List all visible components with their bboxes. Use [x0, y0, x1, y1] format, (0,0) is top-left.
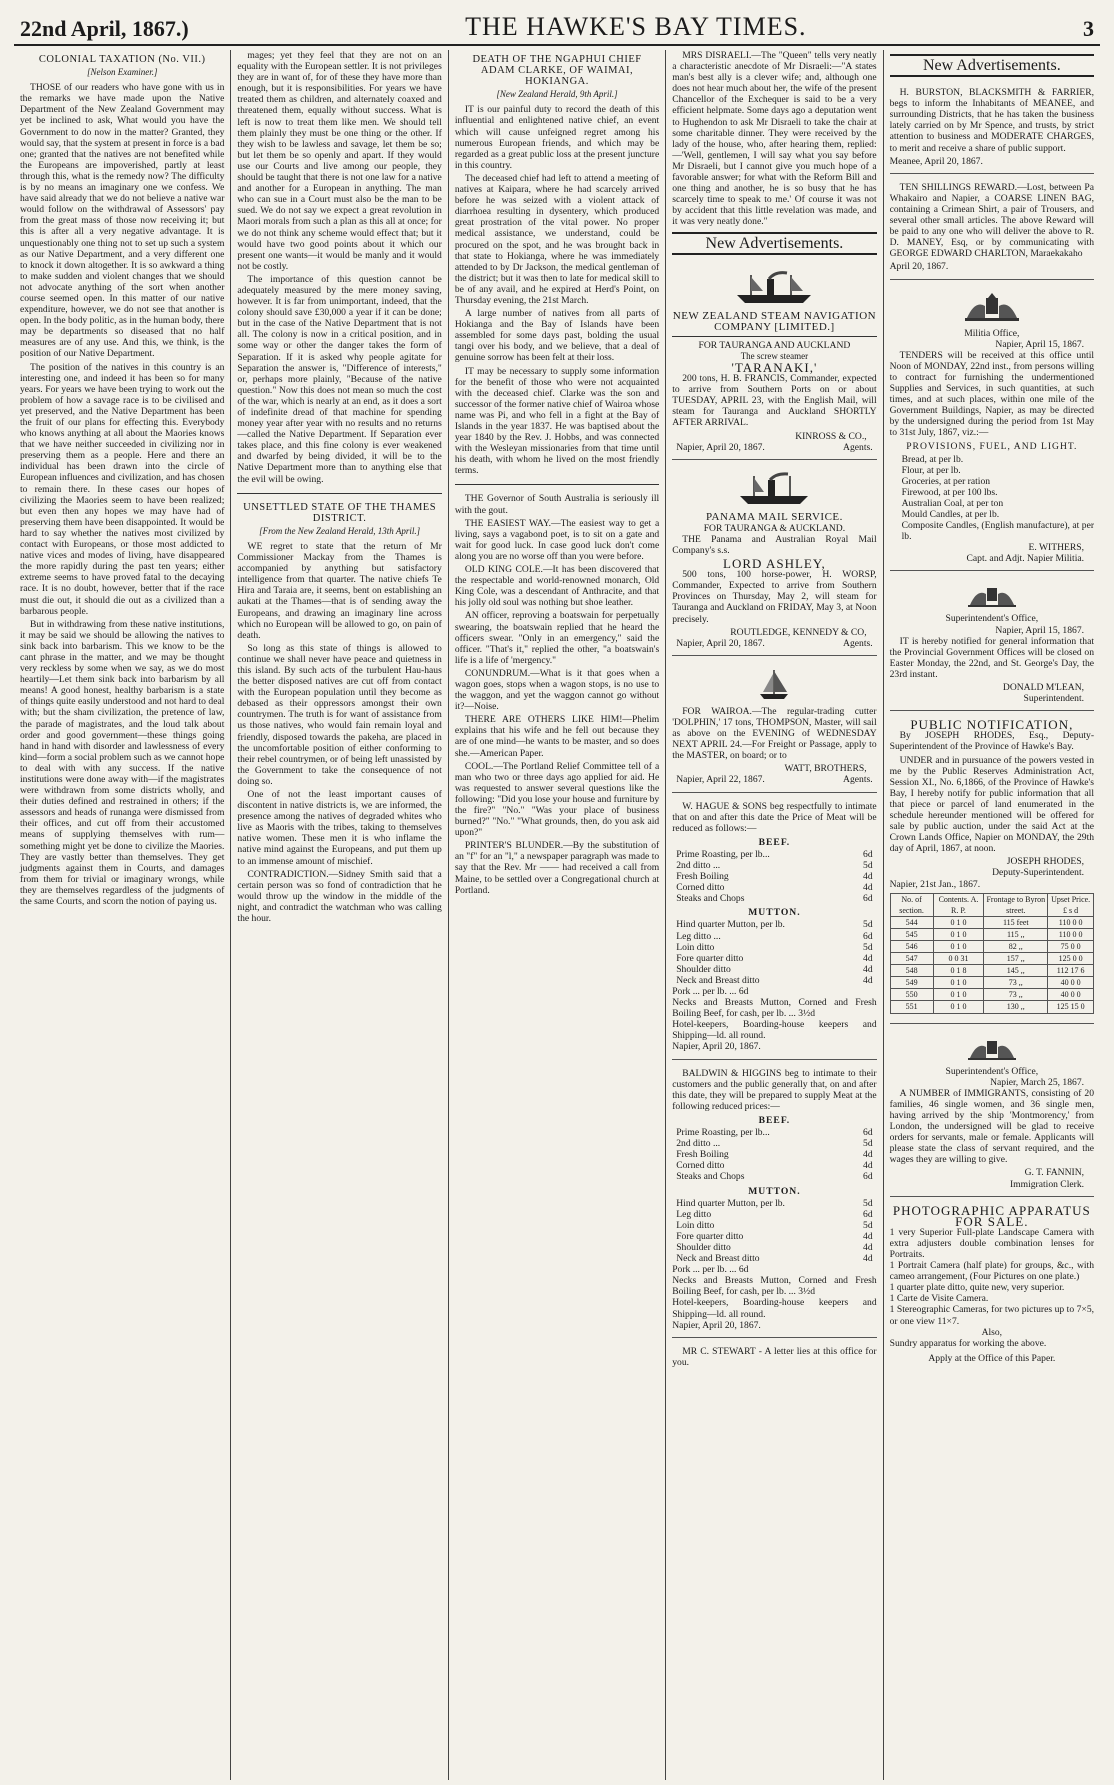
- paragraph: The position of the natives in this country is an interesting one, and indeed it has been so for many years. For years we have been trying to work out the problem of how a savage race is to be civilised and yet preserved, and the Native Department has been the fruit of our plans for effecting this. Everybody who knows anything at all about the Maories knows that we have neither succeeded in civilizing nor in preserving them as a people. Here and there an individual has been drawn into the circle of European influences and civilization, and has chosen to remain there. In these cases our hopes of civilizing the Maories seem to have been realized; but even then any hopes we may have had of preserving them have been disappointed. It would be hard to say whether the natives most civilized by contact with Europeans, or those most addicted to native vices and modes of living, have disappeared the more rapidly during the past ten years; either extreme seems to have proved fatal to the decaying race. It is no doubt, however, better that if the race must die out, it should die out as a civilized than a barbarous people.: [20, 361, 225, 617]
- list-item: 1 very Superior Full-plate Landscape Camera with extra adjusters double combination lenses for Portraits.: [889, 1226, 1095, 1260]
- article-heading: COLONIAL TAXATION (No. VII.): [38, 54, 206, 65]
- article-heading: DEATH OF THE NGAPHUI CHIEF ADAM CLARKE, OF WAIMAI, HOKIANGA.: [472, 54, 642, 88]
- ad-body: UNDER and in pursuance of the powers vested in me by the Public Reserves Administration Act, Session XI., No. 6,1866, of the Province of Hawke's Bay, I hereby notify for public information that all that piece or parcel of land enumerated in the schedule hereunder mentioned will be offered for sale by public auction, under the said Act at the Crown Lands Office, Napier on MONDAY, the 29th day of April, 1867, at noon.: [889, 754, 1095, 855]
- ad-place-date: Napier, 21st Jan., 1867.: [889, 878, 981, 890]
- ad-place-date: Napier, April 20, 1867.: [676, 441, 765, 453]
- divider: [237, 493, 441, 494]
- price-list-heading: BEEF.: [758, 1114, 791, 1126]
- table-row: 544 0 1 0 115 feet 110 0 0: [890, 916, 1093, 928]
- short-item: THE Governor of South Australia is seriously ill with the gout.: [454, 493, 660, 516]
- divider: [672, 336, 876, 337]
- tender-item: Australian Coal, at per ton: [901, 497, 1004, 509]
- paragraph: So long as this state of things is allowed to continue we shall never have peace and quietness in this island. By such acts of the turbulent Hau-haus the better disposed natives are cut off from contact with the European population until they become as debased as their oppressors amongst their own countrymen. The truth is for want of assistance from us those natives, who would fain remain loyal and friendly, disposed towards the pakeha, are placed in the uncomfortable position of either conforming to their rebel countrymen, or of being left unassisted by the Government to take the consequence of not doing so.: [237, 642, 442, 787]
- article-source: [From the New Zealand Herald, 13th April.]: [259, 525, 421, 536]
- short-item: THERE ARE OTHERS LIKE HIM!—Phelim explains that his wife and he fell out because they are of one mind—he wants to be master, and so does she.—American Paper.: [454, 714, 660, 759]
- price-row: Loin ditto 5d: [676, 1219, 873, 1231]
- price-list-heading: BEEF.: [758, 836, 791, 848]
- table-header-row: No. of section. Contents. A. R. P. Frontage to Byron street. Upset Price. £ s d: [890, 893, 1093, 916]
- ad-title: PANAMA MAIL SERVICE.: [705, 510, 843, 523]
- table-row: 547 0 0 31 157 ,, 125 0 0: [890, 953, 1093, 965]
- price-row: Leg ditto 6d: [676, 1208, 873, 1220]
- ad-baldwin-meat: [672, 1064, 876, 1338]
- steamship-icon: [734, 472, 814, 508]
- price-row: Fresh Boiling 4d: [676, 1149, 873, 1161]
- agents-label: Agents.: [843, 774, 873, 786]
- ship-name: LORD ASHLEY,: [723, 556, 826, 572]
- price-row: Fresh Boiling 4d: [676, 871, 873, 883]
- ad-place-date: Napier, April 15, 1867.: [995, 624, 1085, 636]
- sections-table: [890, 893, 1094, 1014]
- ad-body: MR C. STEWART - A letter lies at this office for you.: [672, 1345, 877, 1368]
- hotel-note: Hotel-keepers, Boarding-house keepers and Shipping—ld. all round.: [672, 1297, 877, 1320]
- hotel-note: Hotel-keepers, Boarding-house keepers and Shipping—ld. all round.: [672, 1019, 877, 1042]
- ad-body: TENDERS will be received at this office until Noon of MONDAY, 22nd inst., from persons willing to contract for furnishing the undermentioned Supplies and Services, in such quantities, at such times, and at such places, within one mile of the Government Buildings, Napier, as may be directed by the undersigned during the period from 1st May to 31st July, 1867, viz.:—: [889, 349, 1095, 439]
- price-row: Neck and Breast ditto 4d: [676, 1253, 873, 1265]
- column-4: [666, 50, 883, 1780]
- price-row: 2nd ditto ... 5d: [676, 1138, 873, 1150]
- signer-name: JOSEPH RHODES,: [1006, 856, 1085, 868]
- tender-item: Flour, at per lb.: [901, 464, 961, 476]
- ad-body: 500 tons, 100 horse-power, H. WORSP, Commander, Expected to arrive from Southern Provinces on Thursday, May 2, will steam for Tauranga and Auckland on FRIDAY, May 3, at Noon precisely.: [672, 569, 877, 625]
- office-name: Militia Office,: [964, 327, 1020, 339]
- price-row: Fore quarter ditto 4d: [676, 1230, 873, 1242]
- necks-price: Necks and Breasts Mutton, Corned and Fresh Boiling Beef, for cash, per lb. ... 3½d: [672, 997, 877, 1020]
- ad-photographic: [890, 1201, 1094, 1370]
- ad-intro: W. HAGUE & SONS beg respectfully to intimate that on and after this date the Price of Meat will be reduced as follows:—: [672, 800, 877, 834]
- table-row: 548 0 1 8 145 ,, 112 17 6: [890, 965, 1093, 977]
- price-row: Steaks and Chops 6d: [676, 893, 873, 905]
- list-item: 1 Stereographic Cameras, for two pictures up to 7×5, or one view 11×7.: [889, 1304, 1095, 1327]
- price-row: Corned ditto 4d: [676, 1160, 873, 1172]
- ad-body: H. BURSTON, BLACKSMITH & FARRIER, begs to inform the Inhabitants of MEANEE, and surrounding Districts, that he has taken the business lately carried on by Mr Spence, and trusts, by strict attention to business and MODERATE CHARGES, to merit and receive a share of public support.: [889, 87, 1095, 154]
- ad-body: 200 tons, H. B. FRANCIS, Commander, expected to arrive from Southern Ports on or about TUESDAY, APRIL 23, with the English Mail, will steam for Tauranga and Auckland SHORTLY AFTER ARRIVAL.: [672, 373, 877, 429]
- short-item: THE EASIEST WAY.—The easiest way to get a living, says a vagabond poet, is to sit on a gate and wait for good luck. In case good luck don't come along you are no worse off than you were before.: [454, 517, 660, 562]
- ad-easter-closure: [890, 575, 1094, 711]
- ad-panama-mail: [672, 464, 876, 656]
- paragraph: But in withdrawing from these native institutions, it may be said we should be allowing the natives to sink back into barbarism. This we know to be the cant phrase in the matter, and we may be thought very reckless by some when we say, as we do most heartily—Let them sink back into barbarism by all means! A good honest, healthy barbarism is a state of things quite easily understood and not hard to deal with; but the sham civilization, the pretence of law, the parade of magistrates, and the loud talk about order and good government—these things going hand in hand with disorder and lawlessness of every kind—form a social problem such as we cannot hope to deal with with any success. If the native institutions were done away with—if the magistrates were withdrawn from some districts wholly, and their duties defined and restrained in others; if the assessors and heads of runanga were dismissed from their offices, and cut off from their accustomed means of supplying themselves with rum—something might yet be done to civilize the Maories. They are vastly better than themselves. They get judgments against them in Courts, and damages from them for trivial or imaginary wrongs, while they are themselves regardless of the judgments of the same Courts, and scorn the notion of paying us.: [20, 618, 225, 908]
- ad-intro: The screw steamer: [740, 350, 809, 361]
- ad-intro: BALDWIN & HIGGINS beg to intimate to their customers and the public generally that, on and after this date, they will be prepared to supply Meat at the following reduced prices:—: [672, 1067, 877, 1112]
- pork-price: Pork ... per lb. ... 6d: [672, 986, 749, 997]
- ad-militia-tenders: [890, 284, 1094, 572]
- ad-intro: THE Panama and Australian Royal Mail Company's s.s.: [672, 533, 877, 556]
- paragraph: CONTRADICTION.—Sidney Smith said that a certain person was so fond of contradiction that he would throw up the window in the middle of the night, and contradict the watchman who was calling the hour.: [237, 868, 442, 925]
- price-row: Shoulder ditto 4d: [676, 1241, 873, 1253]
- ad-byline: By JOSEPH RHODES, Esq., Deputy-Superintendent of the Province of Hawke's Bay.: [889, 730, 1095, 753]
- agents-label: Agents.: [843, 441, 873, 453]
- paragraph: MRS DISRAELI.—The "Queen" tells very neatly a characteristic anecdote of Mr Disraeli:—"A states man's best ally is a clever wife; and, although one does not hear much about her, the wife of the present Chancellor of the Exchequer is said to be a very efficient helpmate. Some days ago a deputation went to Hughendon to ask Mr Disraeli to take the chair at some charitable dinner. They were received by the lady of the house, who, after hearing them, replied:—'Well, gentlemen, I will say what you say before Mr Disraeli, but I cannot give you much hope of a favorable answer; for what with the Reform Bill and one thing and another, he is so busy that he has scarcely time to speak to me.' Of course it was not by accident that this little revelation was made, and it was very neatly done.": [672, 50, 877, 228]
- ad-wairoa-cutter: [672, 660, 876, 793]
- paragraph: The importance of this question cannot be adequately measured by the mere money saving, however. It is far from unimportant, indeed, that the colony should save £30,000 a year if it can be done; but in the case of the Native Department that is not all. The colony is now in a critical position, and in some way or other the danger takes the form of Separation. If it is asked why people agitate for Separation the answer is, "Difference of interests," or, perhaps more plainly, "Because of the native question." Now this does not mean so much the cost of the war, which is nearly at an end, as it does a sort of indefinite dread of that machine for spending money year after year with no results and no returns—called the Native Department. If Separation ever takes place, and this fine colony is ever weakened and dwarfed by being divided, it will be to the Native Department more than to anything else that the evil will be owing.: [237, 273, 442, 485]
- table-row: 545 0 1 0 115 ,, 110 0 0: [890, 928, 1093, 940]
- section-title: New Advertisements.: [672, 232, 876, 255]
- ad-place-date: Napier, April 15, 1867.: [995, 338, 1085, 350]
- tender-item: Composite Candles, (English manufacture), at per lb.: [901, 520, 1095, 543]
- page-number: 3: [1082, 16, 1094, 41]
- article-heading: UNSETTLED STATE OF THE THAMES DISTRICT.: [243, 501, 437, 524]
- signer-name: G. T. FANNIN,: [1024, 1167, 1085, 1179]
- ad-reward: [890, 178, 1094, 280]
- sundry-note: Sundry apparatus for working the above.: [889, 1337, 1047, 1349]
- office-name: Superintendent's Office,: [945, 1065, 1039, 1077]
- table-row: 550 0 1 0 73 ,, 40 0 0: [890, 989, 1093, 1001]
- price-row: Prime Roasting, per lb... 6d: [676, 848, 873, 860]
- column-2: [231, 50, 448, 1780]
- steamship-icon: [729, 269, 819, 307]
- list-item: 1 quarter plate ditto, quite new, very superior.: [889, 1282, 1065, 1294]
- ad-footer: [672, 442, 876, 453]
- ad-place-date: Napier, April 20, 1867.: [672, 1319, 761, 1331]
- column-1: [14, 50, 231, 1780]
- ad-agent: KINROSS & CO.,: [795, 430, 867, 442]
- sailboat-icon: [754, 668, 794, 702]
- signer-title: Capt. and Adjt. Napier Militia.: [966, 553, 1085, 565]
- list-item: 1 Portrait Camera (half plate) for groups, &c., with cameo arrangement, (Four Pictures on one plate.): [889, 1260, 1095, 1283]
- price-row: Shoulder ditto 4d: [676, 963, 873, 975]
- ad-title: NEW ZEALAND STEAM NAVIGATION COMPANY [LIMITED.]: [672, 309, 877, 333]
- column-3: [449, 50, 666, 1780]
- ship-name: 'TARANAKI,': [731, 359, 818, 375]
- table-row: 546 0 1 0 82 ,, 75 0 0: [890, 941, 1093, 953]
- office-name: Superintendent's Office,: [945, 613, 1039, 625]
- ad-place-date: Napier, March 25, 1867.: [990, 1076, 1085, 1088]
- table-row: 551 0 1 0 130 ,, 125 15 0: [890, 1001, 1093, 1013]
- article-source: [Nelson Examiner.]: [86, 67, 158, 78]
- price-row: Leg ditto ... 6d: [676, 930, 873, 942]
- ad-letter-notice: [672, 1342, 876, 1376]
- pork-price: Pork ... per lb. ... 6d: [672, 1264, 749, 1276]
- ad-body: TEN SHILLINGS REWARD.—Lost, between Pa Whakairo and Napier, a COARSE LINEN BAG, containing a Crimean Shirt, a pair of Trousers, and several other small articles. The above Reward will be paid to any one who will deliver the above to R. D. MANEY, Esq, or by communicating with GEORGE EDWARD CHARLTON, Maraekakaho: [889, 181, 1095, 260]
- masthead: [14, 8, 1100, 46]
- price-row: Loin ditto 5d: [676, 941, 873, 953]
- ad-title: PHOTOGRAPHIC APPARATUS FOR SALE.: [892, 1202, 1091, 1229]
- signer-title: Immigration Clerk.: [1009, 1178, 1085, 1190]
- signer-title: Superintendent.: [1023, 693, 1085, 705]
- ad-agent: WATT, BROTHERS,: [784, 763, 867, 775]
- paragraph: A large number of natives from all parts of Hokianga and the Bay of Islands have been assembled for some days past, bolding the usual tangi over his body, and we believe, that a deal of genuine sorrow has been felt at their loss.: [454, 308, 660, 364]
- tender-item: Mould Candles, at per lb.: [901, 509, 1000, 520]
- signer-title: Deputy-Superintendent.: [992, 867, 1085, 879]
- necks-price: Necks and Breasts Mutton, Corned and Fresh Boiling Beef, for cash, per lb. ... 3½d: [672, 1275, 877, 1298]
- price-list-heading: MUTTON.: [748, 907, 801, 919]
- ad-steam-navigation: [672, 261, 876, 460]
- section-title: New Advertisements.: [890, 54, 1094, 77]
- signer-name: DONALD M'LEAN,: [1002, 682, 1085, 694]
- price-row: Prime Roasting, per lb... 6d: [676, 1127, 873, 1139]
- price-row: Neck and Breast ditto 4d: [676, 974, 873, 986]
- paragraph: The deceased chief had left to attend a meeting of natives at Kaipara, where he had scarcely arrived before he was seized with a violent attack of diarrhoea resulting in dysentery, which produced great prostration of the vital power. No proper medical assistance, we understand, could be procured on the spot, and he was brought back in that state to Hokianga, where he was immediately attended to by Dr Jackson, the medical gentleman of the district; but it was then to late for medical skill to be of any avail, and he expired at Herd's Point, on Thursday evening, the 21st March.: [454, 172, 660, 306]
- apply-note: Apply at the Office of this Paper.: [928, 1352, 1056, 1364]
- table-row: 549 0 1 0 73 ,, 40 0 0: [890, 977, 1093, 989]
- price-row: 2nd ditto ... 5d: [676, 859, 873, 871]
- short-item: OLD KING COLE.—It has been discovered that the respectable and world-renowned monarch, Old King Cole, was a descendant of Anthracite, and that his jolly old soul was nothing but shoe leather.: [454, 564, 660, 609]
- paragraph: WE regret to state that the return of Mr Commissioner Mackay from the Thames is accompanied by anything but satisfactory intelligence from that quarter. The native chiefs Te Hira and Taraia are, it seems, bent on establishing an aukati at the Thames—that is of sending away the Europeans, and drawing an imaginary line across which no European will be allowed to go, on pain of death.: [237, 540, 442, 641]
- short-item: AN officer, reproving a boatswain for perpetually swearing, the boatswain replied that he heard the officers swear. "Only in an emergency," said the officer. "That's it," replied the other, "a boatswain's life is a life of 'mergency.": [454, 610, 660, 666]
- ad-blacksmith: [890, 83, 1094, 174]
- short-item: CONUNDRUM.—What is it that goes when a wagon goes, stops when a wagon stops, is no use to the waggon, and yet the waggon cannot go without it?—Noise.: [454, 667, 660, 713]
- ad-route: FOR TAURANGA & AUCKLAND.: [703, 522, 846, 534]
- column-5: [884, 50, 1100, 1780]
- ad-immigrants: [890, 1028, 1094, 1197]
- ad-place-date: April 20, 1867.: [889, 261, 949, 273]
- short-item: PRINTER'S BLUNDER.—By the substitution of an "f" for an "l," a newspaper paragraph was made to say that the Rev. Mr —— had received a call from Maine, to be settled over a Congregational church at Portland.: [454, 840, 660, 896]
- ad-body: A NUMBER of IMMIGRANTS, consisting of 20 families, 46 single women, and 36 single men, having arrived by the ship 'Montmorency,' from London, the undersigned will be glad to receive orders for servants, male or female. Applicants will please state the class of servant required, and the wages they are willing to give.: [889, 1087, 1095, 1166]
- paragraph: One of not the least important causes of discontent in native districts is, we are informed, the presence among the natives of degraded whites who live as Maoris with the tribes, taking to themselves native women. These men it is who inflame the native mind against the Europeans, and put them up to an immense amount of mischief.: [237, 789, 442, 867]
- article-source: [New Zealand Herald, 9th April.]: [496, 89, 618, 100]
- price-row: Corned ditto 4d: [676, 882, 873, 894]
- royal-coat-of-arms-icon: [962, 1036, 1022, 1062]
- also-label: Also,: [981, 1326, 1003, 1338]
- tender-item: Bread, at per lb.: [901, 453, 964, 465]
- ad-place-date: Napier, April 22, 1867.: [676, 774, 765, 786]
- divider: [455, 484, 659, 485]
- royal-coat-of-arms-icon: [957, 292, 1027, 324]
- price-row: Hind quarter Mutton, per lb. 5d: [676, 919, 873, 931]
- signer-name: E. WITHERS,: [1028, 542, 1085, 554]
- tender-item: Groceries, at per ration: [901, 475, 991, 487]
- tender-heading: PROVISIONS, FUEL, AND LIGHT.: [906, 441, 1078, 453]
- agents-label: Agents.: [843, 637, 873, 649]
- newspaper-title: THE HAWKE'S BAY TIMES.: [465, 12, 807, 41]
- paragraph: IT may be necessary to supply some information for the benefit of those who were not acquainted with the deceased chief. Clarke was the son and successor of the former native chief of Wairoa whose name was Pi, and who fell in a fight at the Bay of Islands in the year 1837. He was baptised about the year 1840 by the Rev. J. Hobbs, and was connected with the Wesleyan missionaries from that time until his death, with whom he lived on the most friendly terms.: [454, 365, 660, 477]
- issue-date: 22nd April, 1867.): [20, 16, 189, 41]
- ad-body: FOR WAIROA.—The regular-trading cutter 'DOLPHIN,' 17 tons, THOMPSON, Master, will sail as above on the EVENING of WEDNESDAY NEXT APRIL 24.—For Freight or Passage, apply to the MASTER, on board; or to: [672, 705, 877, 762]
- price-list-heading: MUTTON.: [748, 1185, 801, 1197]
- ad-body: IT is hereby notified for general information that the Provincial Government Offices will be closed on Easter Monday, the 22nd, and St. George's Day, the 23rd instant.: [889, 635, 1095, 680]
- royal-coat-of-arms-icon: [962, 583, 1022, 609]
- tender-item: Firewood, at per 100 lbs.: [901, 486, 998, 498]
- ad-footer: [672, 774, 876, 785]
- price-row: Fore quarter ditto 4d: [676, 952, 873, 964]
- ad-footer: [672, 638, 876, 649]
- ad-public-notification: [890, 715, 1094, 1023]
- short-item: COOL.—The Portland Relief Committee tell of a man who two or three days ago applied for aid. He was requested to answer several questions like the following: "Did you lose your house and furniture by the fire?" "No." "Was your place of business burned?" "No." "What grounds, then, do you ask aid upon?": [454, 760, 660, 839]
- columns: [14, 50, 1100, 1780]
- ad-place-date: Napier, April 20, 1867.: [672, 1041, 761, 1053]
- list-item: 1 Carte de Visite Camera.: [889, 1293, 989, 1305]
- ad-place-date: Napier, April 20, 1867.: [676, 637, 765, 649]
- ad-place-date: Meanee, April 20, 1867.: [889, 155, 983, 167]
- paragraph: THOSE of our readers who have gone with us in the remarks we have made upon the Native Department of the New Zealand Government may yet be inclined to ask, What would you have the Government to do now in the matter? Granted, they would say, that the system at present in force is a bad one; granted that the natives are not benefited while the Europeans are impoverished, partly at least through this, what is the remedy now? The difficulty is by no means an imaginary one we confess. We have said already that we do not believe a native war would follow on the withdrawal of Assessors' pay from the great mass of those now receiving it; but this is after all a very negative advantage. It is unquestionably one thing not to set up such a system as our Native Department, and a very different one to knock it down altogether. It is so awkward a thing to make sudden and violent changes that we should not advocate anything of the sort when another course seemed open. In this matter of our native expenditure, however, we do not see that another is open. In the body politic, as in the human body, there may be departments so diseased that no half measures are of any use. And this, we think, is the position of our Native Department.: [20, 82, 225, 360]
- ad-route: FOR TAURANGA AND AUCKLAND: [698, 339, 851, 351]
- paragraph: mages; yet they feel that they are not on an equality with the European settler. It is not privileges they are in want of, for of these they have more than enough, but it is responsibilities. For years we have treated them as children, and alternately coaxed and threatened them, equally without success. What is left is now to treat them like men. We should tell them plainly they must be one thing or the other. If they wish to be lawless and savage, let them be so; but let them be so openly and apart. If they would use our Courts and live among our people, they should be taught that there is not one law for a native and another for a European in anything. The man who can sue in a Court must also be the man to be sued. We do not say we expect a great revolution in Maori morals from such a plan as this all at once; for we do not think any scheme would effect that; but it would have two good points about it which our present one wants—it would be manly and it would not be costly.: [237, 50, 442, 272]
- ad-title: PUBLIC NOTIFICATION,: [910, 717, 1074, 733]
- ad-agent: ROUTLEDGE, KENNEDY & CO,: [730, 626, 867, 638]
- ad-hague-meat: [672, 797, 876, 1060]
- paragraph: IT is our painful duty to record the death of this influential and enlightened native chief, an event which will cause unfeigned regret among his numerous European friends, and which may be regarded as a great public loss at the present juncture in this country.: [454, 104, 660, 171]
- price-row: Hind quarter Mutton, per lb. 5d: [676, 1197, 873, 1209]
- price-row: Steaks and Chops 6d: [676, 1171, 873, 1183]
